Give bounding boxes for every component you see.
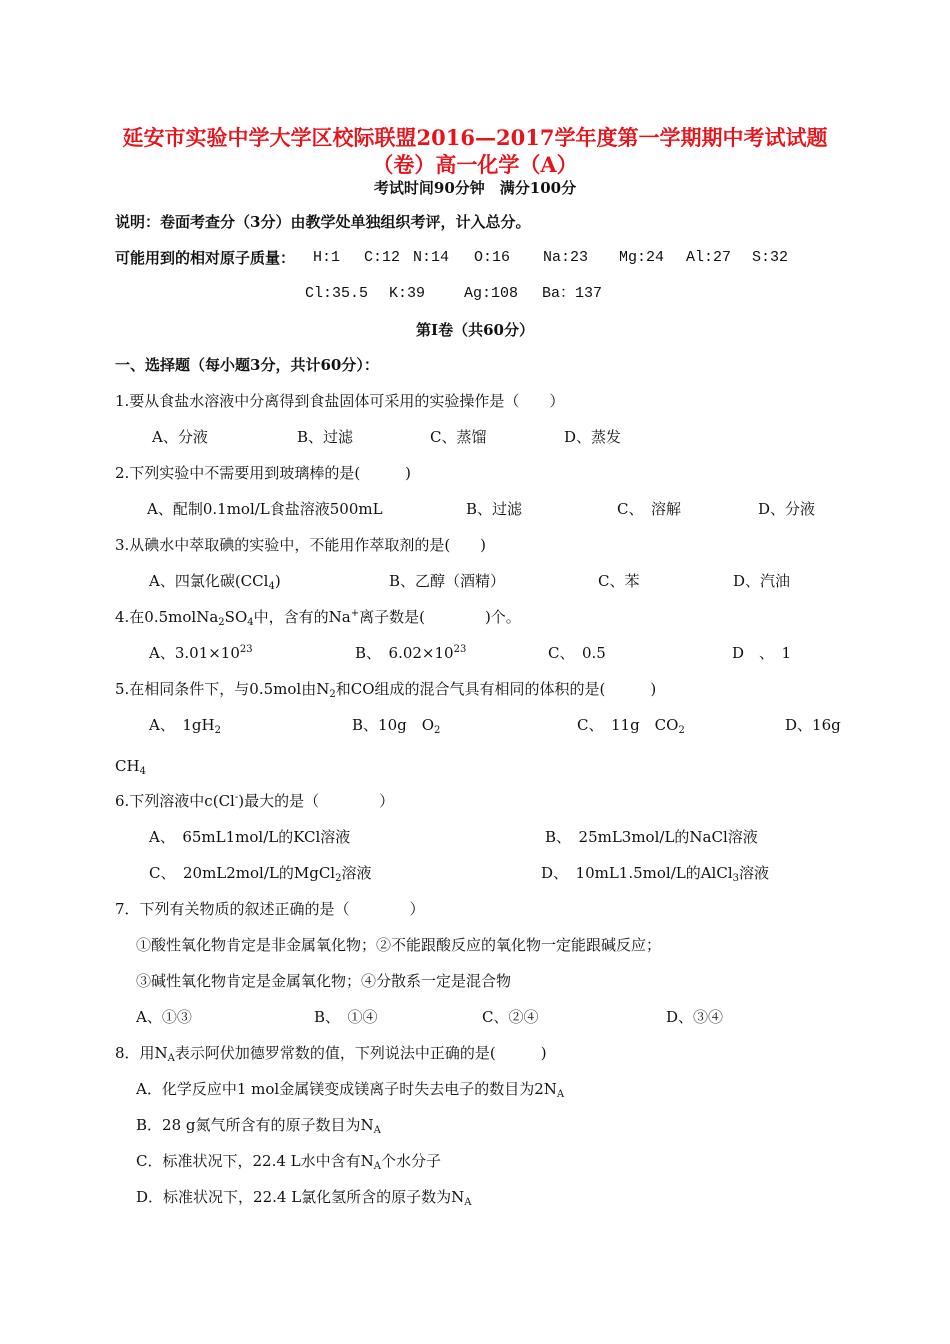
question-3-stem: 3.从碘水中萃取碘的实验中，不能用作萃取剂的是( ) [115,536,487,554]
atomic-mass-item: N:14 [413,249,450,266]
question-8-option-d: D．标准状况下，22.4 L氯化氢所含的原子数为$N_A$ [136,1188,472,1208]
atomic-mass-item: O:16 [474,249,511,266]
question-7-stem: 7．下列有关物质的叙述正确的是（ ） [115,900,425,918]
atomic-mass-item: K:39 [389,285,426,302]
question-7-option-d: D、③④ [666,1008,724,1026]
question-3-option-b: B、乙醇（酒精） [389,572,506,590]
question-2-option-d: D、分液 [758,500,816,518]
question-5-option-a: A、 $1gH_2$ [149,716,221,736]
question-6-stem: 6.下列溶液中c(Cl-)最大的是（ ） [115,792,395,810]
question-1-option-d: D、蒸发 [564,428,622,446]
atomic-mass-item: Na:23 [543,249,589,266]
question-3-option-c: C、苯 [598,572,640,590]
atomic-mass-item: Mg:24 [619,249,665,266]
question-4-option-b: B、 $6.02\times 10^{23}$ [355,644,467,662]
question-7-option-a: A、①③ [136,1008,192,1026]
question-8-option-b: B．28 g氮气所含有的原子数目为$N_A$ [136,1116,381,1136]
question-1-option-b: B、过滤 [297,428,354,446]
question-4-stem: 4.在$0.5molNa_2SO_4$中，含有的Na+离子数是( )个。 [115,608,521,628]
question-8-stem: 8．用$N_A$表示阿伏加德罗常数的值，下列说法中正确的是( ) [115,1044,547,1064]
score-note: 说明：卷面考查分（3分）由教学处单独组织考评，计入总分。 [115,213,531,231]
atomic-mass-item: H:1 [313,249,341,266]
question-2-stem: 2.下列实验中不需要用到玻璃棒的是( ) [115,464,412,482]
question-6-option-a: A、 65mL1mol/L的KCl溶液 [149,828,351,846]
question-3-option-d: D、汽油 [733,572,791,590]
question-3-option-a: A、四氯化碳(CCl$_4$) [149,572,281,592]
volume-title: 第Ⅰ卷（共60分） [416,321,534,339]
atomic-mass-item: Ba：137 [542,285,603,302]
question-2-option-b: B、过滤 [466,500,523,518]
question-7-option-b: B、 ①④ [314,1008,378,1026]
question-6-option-b: B、 25mL3mol/L的NaCl溶液 [545,828,758,846]
question-6-option-d: D、 10mL1.5mol/L的AlCl$_3$溶液 [541,864,770,884]
atomic-mass-label: 可能用到的相对原子质量： [115,249,296,267]
question-2-option-a: A、配制0.1mol/L食盐溶液500mL [147,500,383,518]
question-5-option-d: D、16g [785,716,841,734]
question-7-statement-2: ③碱性氧化物肯定是金属氧化物；④分散系一定是混合物 [136,972,512,990]
exam-title-line2: （卷）高一化学（A） [372,152,578,177]
question-5-option-b: B、10g $O_2$ [352,716,441,736]
atomic-mass-item: S:32 [752,249,789,266]
part-title: 一、选择题（每小题3分，共计60分）： [115,356,379,374]
question-4-option-a: A、$3.01\times 10^{23}$ [149,644,253,662]
question-5-option-d-continued: $CH_4$ [115,757,146,777]
question-1-stem: 1.要从食盐水溶液中分离得到食盐固体可采用的实验操作是（ ） [115,392,565,410]
question-5-option-c: C、 11g $CO_2$ [577,716,685,736]
atomic-mass-item: Cl:35.5 [305,285,369,302]
question-4-option-d: D 、 1 [732,644,792,662]
atomic-mass-item: C:12 [364,249,401,266]
exam-title-line1: 延安市实验中学大学区校际联盟2016—2017学年度第一学期期中考试试题 [122,125,828,150]
question-6-option-c: C、 20mL2mol/L的MgCl$_2$溶液 [149,864,372,884]
exam-info: 考试时间90分钟 满分100分 [373,179,577,197]
question-1-option-c: C、蒸馏 [430,428,487,446]
atomic-mass-item: Al:27 [686,249,732,266]
atomic-mass-item: Ag:108 [464,285,519,302]
question-4-option-c: C、 0.5 [548,644,606,662]
question-8-option-a: A．化学反应中1 mol金属镁变成镁离子时失去电子的数目为$2N_A$ [136,1080,565,1100]
question-7-statement-1: ①酸性氧化物肯定是非金属氧化物；②不能跟酸反应的氧化物一定能跟碱反应； [136,936,662,954]
question-8-option-c: C．标准状况下，22.4 L水中含有$N_A$个水分子 [136,1152,441,1172]
question-2-option-c: C、 溶解 [617,500,681,518]
question-7-option-c: C、②④ [482,1008,539,1026]
question-1-option-a: A、分液 [152,428,208,446]
question-5-stem: 5.在相同条件下，与0.5mol由$N_2$和CO组成的混合气具有相同的体积的是( ) [115,680,657,700]
